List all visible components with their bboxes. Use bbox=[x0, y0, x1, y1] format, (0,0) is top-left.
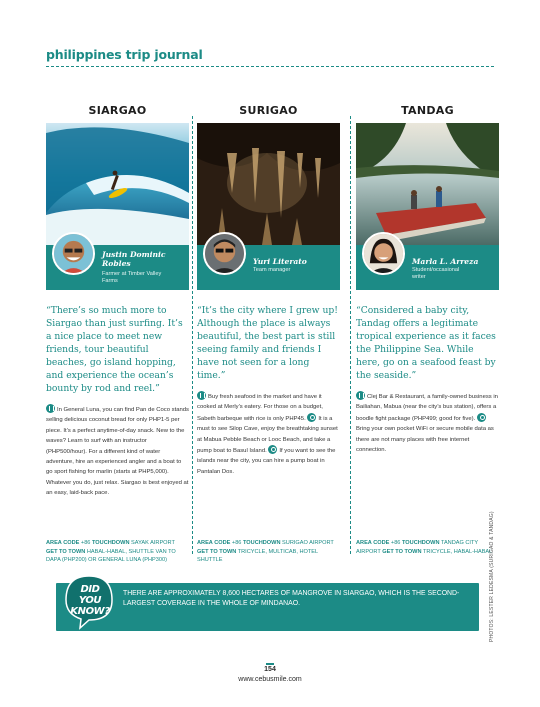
body-text-2: It is a must to see Silop Cave, enjoy the breathtaking sunset at Mabua Pebble Beach or Looc Beach, and take a pump boat to Basul Island. bbox=[197, 415, 338, 455]
area-code-label: AREA CODE bbox=[356, 540, 390, 546]
quote: “There’s so much more to Siargao than just surfing. It’s a nice place to meet new friends, tour beautiful beaches, go island hopping, and experience the ocean’s bounty by rod and reel.” bbox=[46, 305, 183, 394]
get-to-town-value: TRICYCLE, MULTICAB, HOTEL SHUTTLE bbox=[197, 548, 318, 563]
column-divider bbox=[192, 116, 193, 554]
touchdown-value: TANDAG CITY AIRPORT bbox=[356, 540, 479, 555]
person-name: Justin Dominic Robles bbox=[102, 250, 166, 268]
area-code-label: AREA CODE bbox=[197, 540, 231, 546]
area-code-value: +86 bbox=[80, 540, 91, 546]
tandag-boat-photo bbox=[356, 123, 499, 245]
surigao-cave-photo bbox=[197, 123, 340, 245]
travel-info bbox=[356, 539, 496, 556]
area-code-label: AREA CODE bbox=[46, 540, 80, 546]
city-heading: SIARGAO bbox=[88, 104, 147, 117]
siargao-surfer-photo bbox=[46, 123, 189, 245]
surigao-column bbox=[197, 104, 340, 477]
person-name: Yuri Literato bbox=[253, 257, 307, 266]
page-title: philippines trip journal bbox=[46, 47, 203, 62]
siargao-column bbox=[46, 104, 189, 499]
body-text bbox=[46, 404, 189, 499]
get-to-town-label: GET TO TOWN bbox=[382, 548, 422, 555]
avatar bbox=[203, 232, 246, 275]
body-text-1: Clej Bar & Restaurant, a family-owned business in Bailiahan, Mabua (near the city’s bus station), offers a boodle fight package (PHP499; good for five). bbox=[356, 394, 498, 422]
profile-bar bbox=[197, 245, 340, 290]
touchdown-label: TOUCHDOWN bbox=[242, 540, 281, 546]
body-text bbox=[356, 391, 499, 455]
person-role: Farmer at Timber Valley Farms bbox=[102, 271, 162, 284]
location-pin-icon bbox=[268, 445, 277, 454]
profile-bar bbox=[356, 245, 499, 290]
person-role: Team manager bbox=[253, 267, 291, 273]
travel-info bbox=[46, 539, 186, 565]
area-code-value: +86 bbox=[390, 540, 401, 546]
person-role: Student/occasional writer bbox=[412, 267, 460, 280]
did-you-know-fact: THERE ARE APPROXIMATELY 8,600 HECTARES OF MANGROVE IN SIARGAO, WHICH IS THE SECOND-LARGEST COVERAGE IN THE WHOLE OF MINDANAO. bbox=[123, 590, 460, 607]
body-text-1: Buy fresh seafood in the market and have it cooked at Merly’s eatery. For those on a budget, Sabeth barbeque with rice is only PHP45. bbox=[197, 394, 323, 422]
avatar bbox=[362, 232, 405, 275]
page-number: 154 bbox=[0, 663, 540, 673]
title-divider bbox=[46, 66, 494, 67]
avatar bbox=[52, 232, 95, 275]
touchdown-value: SAYAK AIRPORT bbox=[131, 540, 175, 546]
did-you-know-badge: DID YOU KNOW? bbox=[70, 584, 110, 617]
food-icon bbox=[46, 404, 55, 413]
body-text-1: In General Luna, you can find Pan de Coco stands selling delicious coconut bread for only PHP1-5 per piece. It’s a perfect anytime-of-day snack. bbox=[46, 407, 189, 434]
photo-credit: PHOTOS: LESTER LEDESMA (SURIGAO & TANDAG) bbox=[489, 511, 495, 642]
body-text bbox=[197, 391, 340, 477]
touchdown-label: TOUCHDOWN bbox=[91, 540, 130, 546]
profile-bar bbox=[46, 245, 189, 290]
body-text-2: Bring your own pocket WiFi or secure mobile data as there are not many places with free internet connection. bbox=[356, 426, 494, 454]
body-text-2: New to the waves? Learn to surf with an instructor (PHP500/hour). For a different kind of water adventure, hire an experienced angler and a boat to go sport fishing for marlin (starts at PHP5,000). Whatever you do, just relax. Siargao is best enjoyed at an easy, laid-back pace. bbox=[46, 427, 189, 497]
get-to-town-label: GET TO TOWN bbox=[46, 548, 86, 555]
touchdown-label: TOUCHDOWN bbox=[401, 540, 440, 546]
column-divider bbox=[350, 116, 351, 554]
touchdown-value: SURIGAO AIRPORT bbox=[282, 540, 334, 546]
area-code-value: +86 bbox=[231, 540, 242, 546]
quote: “Considered a baby city, Tandag offers a legitimate tropical experience as it faces the Philippine Sea. While here, go on a seafood feast by the seaside.” bbox=[356, 305, 496, 381]
get-to-town-label: GET TO TOWN bbox=[197, 548, 237, 555]
city-heading: SURIGAO bbox=[239, 104, 298, 117]
person-name: Marla L. Arreza bbox=[412, 257, 479, 266]
quote: “It’s the city where I grew up! Although the place is always beautiful, the best part is still seeing family and friends I have not seen for a long time.” bbox=[197, 305, 338, 381]
food-icon bbox=[197, 391, 206, 400]
body-text-3: If you want to see the islands near the city, you can hire a pump boat in Pantalan Dos. bbox=[197, 448, 336, 475]
travel-info bbox=[197, 539, 337, 565]
tandag-column bbox=[356, 104, 499, 455]
location-pin-icon bbox=[477, 413, 486, 422]
location-pin-icon bbox=[307, 413, 316, 422]
get-to-town-value: TRICYCLE, HABAL-HABAL bbox=[422, 548, 493, 555]
city-heading: TANDAG bbox=[401, 104, 454, 117]
website-url: www.cebusmile.com bbox=[238, 676, 302, 683]
get-to-town-value: HABAL-HABAL, SHUTTLE VAN TO DAPA (PHP200) OR GENERAL LUNA (PHP300) bbox=[46, 548, 176, 563]
food-icon bbox=[356, 391, 365, 400]
